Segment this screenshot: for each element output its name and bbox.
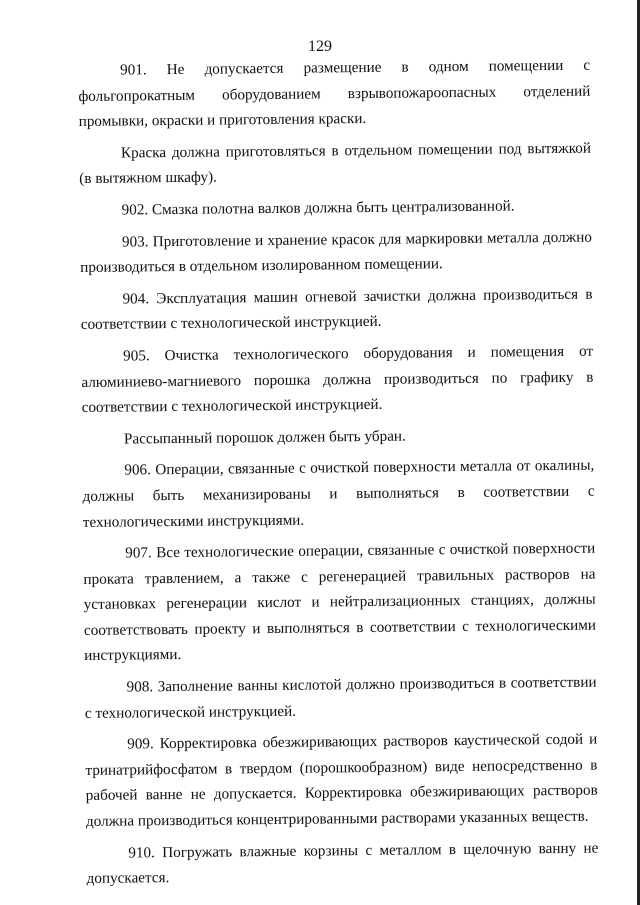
paragraph-904: 904. Эксплуатация машин огневой зачистки должна производиться в соответствии с технологической инструкцией. bbox=[80, 285, 593, 334]
paragraph-906: 906. Операции, связанные с очисткой поверхности металла от окалины, должны быть механизированы и выполняться в соответствии с технологическими инструкциями. bbox=[82, 456, 595, 531]
page-number: 129 bbox=[308, 38, 332, 55]
paragraph-901: 901. Не допускается размещение в одном помещении с фольгопрокатным оборудованием взрывопожароопасных отделений промывки, окраски и приготовления краски. bbox=[78, 56, 591, 131]
paragraph-907: 907. Все технологические операции, связанные с очисткой поверхности проката травлением, а также с регенерацией травильных растворов на установках регенерации кислот и нейтрализационных станциях, должны соответствовать проекту и выполняться в соответствии с технологическими инструкциями. bbox=[83, 539, 597, 665]
paragraph-905: 905. Очистка технологического оборудования и помещения от алюминиево-магниевого порошка должна производиться по графику в соответствии с технологической инструкцией. bbox=[81, 342, 594, 417]
paragraph-909: 909. Корректировка обезжиривающих растворов каустической содой и тринатрийфосфатом в твердом (порошкообразном) виде непосредственно в рабочей ванне не допускается. Корректировка обезжиривающих растворов должна производиться концентрированными растворами указанных веществ. bbox=[85, 730, 598, 830]
paragraph-903: 903. Приготовление и хранение красок для маркировки металла должно производиться в отдельном изолированном помещении. bbox=[80, 228, 592, 277]
paragraph-908: 908. Заполнение ванны кислотой должно производиться в соответствии с технологической инструкцией. bbox=[84, 673, 597, 722]
paragraph-901-note: Краска должна приготовляться в отдельном помещении под вытяжкой (в вытяжном шкафу). bbox=[79, 139, 592, 188]
paragraph-905-note: Рассыпанный порошок должен быть убран. bbox=[123, 427, 406, 448]
paragraph-910: 910. Погружать влажные корзины с металлом в щелочную ванну не допускается. bbox=[86, 839, 599, 888]
paragraph-902: 902. Смазка полотна валков должна быть централизованной. bbox=[121, 197, 515, 219]
document-body bbox=[78, 53, 599, 892]
